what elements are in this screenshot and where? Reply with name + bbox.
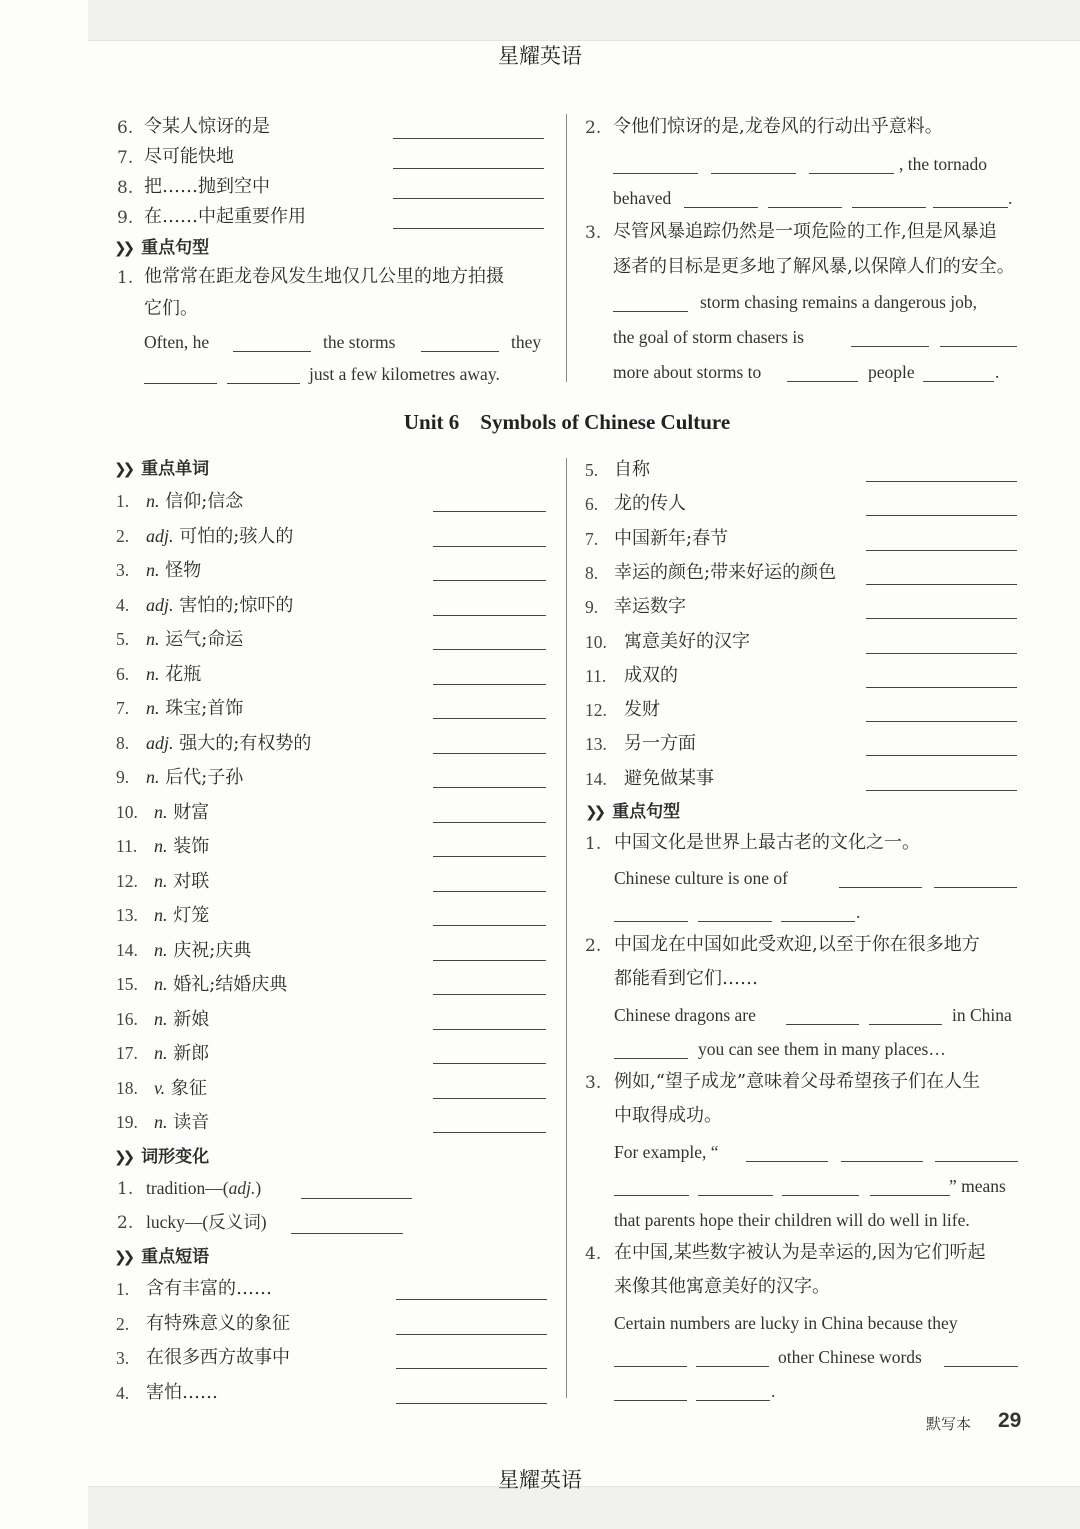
answer-blank[interactable] — [614, 1366, 687, 1367]
sentence-en: ” means — [949, 1176, 1006, 1196]
answer-blank[interactable] — [614, 921, 688, 922]
word-cn: 可怕的;骇人的 — [179, 525, 294, 547]
answer-blank[interactable] — [870, 1195, 950, 1196]
answer-blank[interactable] — [940, 346, 1017, 347]
answer-blank[interactable] — [433, 925, 546, 926]
sentence-en: . — [771, 1381, 776, 1401]
sentence-en: . — [995, 362, 1000, 382]
section-header-sentences: ❯❯ 重点句型 — [585, 802, 681, 822]
phrase-number: 14. — [585, 768, 607, 789]
sentence-en: the goal of storm chasers is — [613, 327, 804, 347]
sentence-en: storm chasing remains a dangerous job, — [700, 292, 978, 312]
answer-blank[interactable] — [852, 207, 926, 208]
sentence-number: 1. — [585, 834, 602, 854]
part-of-speech: n. — [146, 698, 160, 718]
word-cn: 婚礼;结婚庆典 — [173, 974, 288, 995]
word-item — [154, 801, 209, 824]
answer-blank[interactable] — [711, 173, 796, 174]
part-of-speech: n. — [146, 767, 160, 787]
sentence-en: in China — [952, 1005, 1012, 1025]
phrase-number: 4. — [116, 1382, 130, 1403]
answer-blank[interactable] — [933, 207, 1008, 208]
footer-label: 默写本 — [926, 1415, 972, 1433]
answer-blank[interactable] — [614, 1400, 687, 1401]
section-header-words: ❯❯ 重点单词 — [114, 459, 210, 479]
part-of-speech: n. — [154, 1008, 168, 1029]
phrase-cn: 含有丰富的…… — [146, 1278, 272, 1299]
word-cn: 信仰;信念 — [165, 491, 244, 512]
answer-blank[interactable] — [433, 1132, 546, 1133]
answer-blank[interactable] — [433, 960, 546, 961]
phrase-number: 1. — [116, 1279, 130, 1299]
top-scan-band — [88, 0, 1080, 41]
answer-blank[interactable] — [613, 311, 688, 312]
phrase-number: 9. — [117, 208, 134, 228]
part-of-speech: adj. — [146, 525, 174, 546]
sentence-cn: 中国龙在中国如此受欢迎,以至于你在很多地方 — [614, 934, 980, 955]
column-divider — [566, 458, 567, 1398]
phrase-cn: 成双的 — [624, 664, 678, 686]
word-cn: 花瓶 — [165, 663, 202, 685]
phrase-number: 12. — [585, 700, 607, 721]
sentence-en: . — [1008, 188, 1013, 208]
word-item — [146, 697, 243, 720]
answer-blank[interactable] — [696, 1366, 769, 1367]
answer-blank[interactable] — [613, 173, 698, 174]
word-number: 3. — [116, 560, 130, 580]
form-item: lucky—(反义词) — [146, 1212, 267, 1232]
sentence-en: that parents hope their children will do well in life. — [614, 1210, 970, 1230]
phrase-number: 10. — [585, 631, 607, 652]
answer-blank[interactable] — [851, 346, 929, 347]
unit-title: Unit 6 Symbols of Chinese Culture — [403, 410, 731, 434]
word-number: 10. — [116, 801, 138, 822]
word-item — [154, 973, 287, 996]
answer-blank[interactable] — [433, 856, 546, 857]
sentence-number: 4. — [585, 1244, 602, 1264]
answer-blank[interactable] — [866, 653, 1017, 654]
answer-blank[interactable] — [839, 887, 922, 888]
sentence-en: people — [868, 362, 915, 382]
phrase-number: 3. — [116, 1348, 130, 1368]
phrase-cn: 自称 — [614, 459, 650, 480]
word-cn: 后代;子孙 — [165, 767, 244, 788]
part-of-speech: n. — [154, 801, 168, 822]
word-item — [146, 594, 293, 617]
word-number: 14. — [116, 939, 138, 960]
sentence-number: 3. — [585, 223, 602, 243]
answer-blank[interactable] — [698, 921, 772, 922]
chevron-icon: ❯❯ — [585, 803, 603, 821]
phrase-cn: 有特殊意义的象征 — [146, 1312, 290, 1334]
answer-blank[interactable] — [614, 1195, 689, 1196]
sentence-cn: 来像其他寓意美好的汉字。 — [614, 1276, 830, 1297]
word-item — [154, 939, 251, 962]
phrase-number: 6. — [117, 118, 134, 138]
phrase-number: 5. — [585, 460, 599, 480]
form-number: 1. — [117, 1179, 134, 1199]
phrase-cn: 害怕…… — [146, 1381, 218, 1403]
sentence-cn: 都能看到它们…… — [614, 968, 758, 989]
phrase-cn: 幸运数字 — [614, 596, 686, 618]
sentence-en: just a few kilometres away. — [309, 364, 500, 384]
word-cn: 财富 — [173, 801, 210, 823]
phrase-number: 9. — [585, 597, 599, 618]
part-of-speech: n. — [154, 836, 168, 856]
answer-blank[interactable] — [433, 511, 546, 512]
answer-blank[interactable] — [433, 822, 546, 823]
word-number: 19. — [116, 1112, 138, 1132]
phrase-number: 6. — [585, 494, 599, 515]
answer-blank[interactable] — [866, 550, 1017, 551]
sentence-number: 2. — [585, 936, 602, 956]
phrase-number: 7. — [585, 528, 599, 549]
part-of-speech: n. — [154, 905, 168, 925]
word-item — [154, 1111, 209, 1134]
answer-blank[interactable] — [866, 584, 1017, 585]
answer-blank[interactable] — [923, 381, 994, 382]
chevron-icon: ❯❯ — [114, 1148, 132, 1166]
sentence-number: 2. — [585, 118, 602, 138]
word-item — [154, 1077, 207, 1100]
answer-blank[interactable] — [786, 1024, 859, 1025]
phrase-cn: 龙的传人 — [614, 493, 686, 515]
answer-blank[interactable] — [433, 753, 546, 754]
part-of-speech: adj. — [146, 594, 174, 615]
answer-blank[interactable] — [393, 138, 544, 139]
sentence-cn: 令他们惊讶的是,龙卷风的行动出乎意料。 — [613, 116, 943, 137]
sentence-en: other Chinese words — [778, 1347, 922, 1367]
phrase-cn: 中国新年;春节 — [614, 527, 729, 549]
phrase-cn: 在很多西方故事中 — [146, 1347, 290, 1368]
word-number: 7. — [116, 698, 130, 718]
form-item: tradition—(adj.) — [146, 1178, 262, 1198]
part-of-speech: n. — [146, 663, 160, 684]
phrase-cn: 幸运的颜色;带来好运的颜色 — [614, 561, 837, 583]
part-of-speech: v. — [154, 1077, 166, 1098]
word-cn: 运气;命运 — [165, 629, 244, 650]
word-cn: 读音 — [173, 1112, 210, 1133]
part-of-speech: n. — [154, 1043, 168, 1063]
word-item — [154, 904, 209, 927]
answer-blank[interactable] — [684, 207, 758, 208]
word-number: 11. — [116, 836, 138, 856]
part-of-speech: n. — [154, 870, 168, 891]
word-item — [154, 1042, 209, 1065]
section-header-phrases: ❯❯ 重点短语 — [114, 1247, 210, 1267]
word-item — [146, 525, 293, 548]
part-of-speech: n. — [146, 629, 160, 649]
word-number: 9. — [116, 767, 130, 787]
word-number: 8. — [116, 732, 130, 753]
word-cn: 灯笼 — [173, 905, 210, 926]
word-number: 5. — [116, 629, 130, 649]
sentence-cn: 在中国,某些数字被认为是幸运的,因为它们听起 — [614, 1242, 986, 1263]
answer-blank[interactable] — [782, 1195, 859, 1196]
answer-blank[interactable] — [869, 1024, 942, 1025]
answer-blank[interactable] — [841, 1161, 923, 1162]
sentence-cn: 逐者的目标是更多地了解风暴,以保障人们的安全。 — [613, 256, 1015, 277]
phrase-number: 8. — [585, 562, 599, 583]
answer-blank[interactable] — [866, 687, 1017, 688]
word-cn: 珠宝;首饰 — [165, 698, 244, 719]
word-item — [146, 559, 201, 582]
word-number: 16. — [116, 1008, 138, 1029]
page-number: 29 — [998, 1409, 1022, 1432]
answer-blank[interactable] — [393, 228, 544, 229]
word-cn: 庆祝;庆典 — [173, 939, 252, 961]
word-cn: 害怕的;惊吓的 — [179, 594, 294, 616]
word-cn: 新郎 — [173, 1043, 210, 1064]
answer-blank[interactable] — [433, 1063, 546, 1064]
part-of-speech: n. — [154, 939, 168, 960]
phrase-cn: 令某人惊讶的是 — [144, 116, 270, 137]
word-item — [146, 490, 243, 513]
answer-blank[interactable] — [746, 1161, 828, 1162]
sentence-en: behaved — [613, 188, 672, 208]
word-number: 13. — [116, 905, 138, 925]
part-of-speech: adj. — [146, 732, 174, 753]
word-number: 18. — [116, 1077, 138, 1098]
sentence-en: Often, he — [144, 332, 210, 352]
answer-blank[interactable] — [433, 1098, 546, 1099]
answer-blank[interactable] — [393, 198, 544, 199]
answer-blank[interactable] — [433, 787, 546, 788]
answer-blank[interactable] — [396, 1403, 547, 1404]
answer-blank[interactable] — [433, 718, 546, 719]
answer-blank[interactable] — [433, 580, 546, 581]
answer-blank[interactable] — [396, 1299, 547, 1300]
word-cn: 强大的;有权势的 — [179, 732, 312, 754]
word-item — [146, 663, 201, 686]
answer-blank[interactable] — [433, 615, 546, 616]
phrase-cn: 另一方面 — [624, 733, 696, 755]
word-number: 15. — [116, 974, 138, 994]
phrase-cn: 在……中起重要作用 — [144, 206, 306, 227]
answer-blank[interactable] — [433, 994, 546, 995]
answer-blank[interactable] — [809, 173, 894, 174]
word-number: 4. — [116, 594, 130, 615]
answer-blank[interactable] — [866, 755, 1017, 756]
answer-blank[interactable] — [433, 1029, 546, 1030]
answer-blank[interactable] — [944, 1366, 1018, 1367]
sentence-en: the storms — [323, 332, 396, 352]
section-header-forms: ❯❯ 词形变化 — [114, 1147, 210, 1167]
word-cn: 新娘 — [173, 1008, 210, 1030]
answer-blank[interactable] — [787, 381, 858, 382]
sentence-en: Chinese culture is one of — [614, 868, 788, 888]
part-of-speech: n. — [154, 974, 168, 994]
answer-blank[interactable] — [233, 351, 311, 352]
phrase-cn: 尽可能快地 — [144, 146, 234, 167]
answer-blank[interactable] — [433, 891, 546, 892]
answer-blank[interactable] — [396, 1368, 547, 1369]
sentence-cn: 他常常在距龙卷风发生地仅几公里的地方拍摄 — [144, 266, 504, 287]
answer-blank[interactable] — [421, 351, 499, 352]
answer-blank[interactable] — [698, 1195, 773, 1196]
sentence-number: 3. — [585, 1073, 602, 1093]
sentence-cn: 例如,“望子成龙”意味着父母希望孩子们在人生 — [614, 1071, 981, 1092]
answer-blank[interactable] — [433, 684, 546, 685]
chevron-icon: ❯❯ — [114, 460, 132, 478]
answer-blank[interactable] — [768, 207, 842, 208]
phrase-cn: 避免做某事 — [624, 767, 714, 789]
section-header-sentences-top: ❯❯ 重点句型 — [114, 238, 210, 258]
phrase-number: 7. — [117, 148, 134, 168]
sentence-en: Chinese dragons are — [614, 1005, 756, 1025]
answer-blank[interactable] — [614, 1058, 688, 1059]
sentence-cn: 中国文化是世界上最古老的文化之一。 — [614, 832, 920, 853]
answer-blank[interactable] — [866, 618, 1017, 619]
sentence-en: you can see them in many places… — [698, 1039, 946, 1059]
answer-blank[interactable] — [291, 1233, 403, 1234]
answer-blank[interactable] — [696, 1400, 770, 1401]
sentence-number: 1. — [117, 268, 134, 288]
sentence-en: Certain numbers are lucky in China because they — [614, 1313, 958, 1333]
sentence-en: they — [511, 332, 542, 352]
phrase-number: 2. — [116, 1313, 130, 1334]
word-number: 1. — [116, 491, 130, 511]
word-number: 17. — [116, 1043, 138, 1063]
word-cn: 对联 — [173, 870, 210, 892]
phrase-cn: 发财 — [624, 699, 660, 721]
word-item — [146, 628, 243, 651]
sentence-en: . — [856, 902, 861, 922]
word-number: 2. — [116, 525, 130, 546]
word-item — [154, 1008, 209, 1031]
word-number: 6. — [116, 663, 130, 684]
phrase-cn: 把……抛到空中 — [144, 176, 270, 197]
part-of-speech: n. — [146, 491, 160, 511]
word-item — [146, 732, 311, 755]
chevron-icon: ❯❯ — [114, 239, 132, 257]
phrase-number: 13. — [585, 734, 607, 755]
sentence-en: , the tornado — [899, 154, 987, 174]
part-of-speech: n. — [154, 1112, 168, 1132]
answer-blank[interactable] — [934, 887, 1017, 888]
chevron-icon: ❯❯ — [114, 1248, 132, 1266]
answer-blank[interactable] — [301, 1198, 412, 1199]
word-item — [146, 766, 243, 789]
word-item — [154, 870, 209, 893]
answer-blank[interactable] — [144, 383, 217, 384]
answer-blank[interactable] — [866, 790, 1017, 791]
answer-blank[interactable] — [866, 481, 1017, 482]
answer-blank[interactable] — [393, 168, 544, 169]
answer-blank[interactable] — [227, 383, 300, 384]
form-number: 2. — [117, 1213, 134, 1233]
answer-blank[interactable] — [396, 1334, 547, 1335]
word-cn: 象征 — [170, 1077, 207, 1099]
answer-blank[interactable] — [433, 546, 546, 547]
part-of-speech: n. — [146, 560, 160, 580]
answer-blank[interactable] — [866, 721, 1017, 722]
word-item — [154, 835, 209, 858]
phrase-number: 8. — [117, 178, 134, 198]
answer-blank[interactable] — [433, 649, 546, 650]
word-number: 12. — [116, 870, 138, 891]
sentence-cn: 中取得成功。 — [614, 1105, 722, 1126]
sentence-cn: 它们。 — [144, 298, 198, 319]
word-cn: 装饰 — [173, 836, 210, 857]
watermark-bottom: 星耀英语 — [498, 1468, 582, 1492]
watermark-top: 星耀英语 — [498, 44, 582, 68]
word-cn: 怪物 — [165, 560, 202, 581]
sentence-en: more about storms to — [613, 362, 762, 382]
column-divider — [566, 114, 567, 382]
answer-blank[interactable] — [935, 1161, 1018, 1162]
answer-blank[interactable] — [866, 515, 1017, 516]
phrase-cn: 寓意美好的汉字 — [624, 630, 750, 652]
phrase-number: 11. — [585, 665, 607, 686]
sentence-en: For example, “ — [614, 1142, 719, 1162]
sentence-cn: 尽管风暴追踪仍然是一项危险的工作,但是风暴追 — [613, 221, 997, 242]
answer-blank[interactable] — [781, 921, 855, 922]
